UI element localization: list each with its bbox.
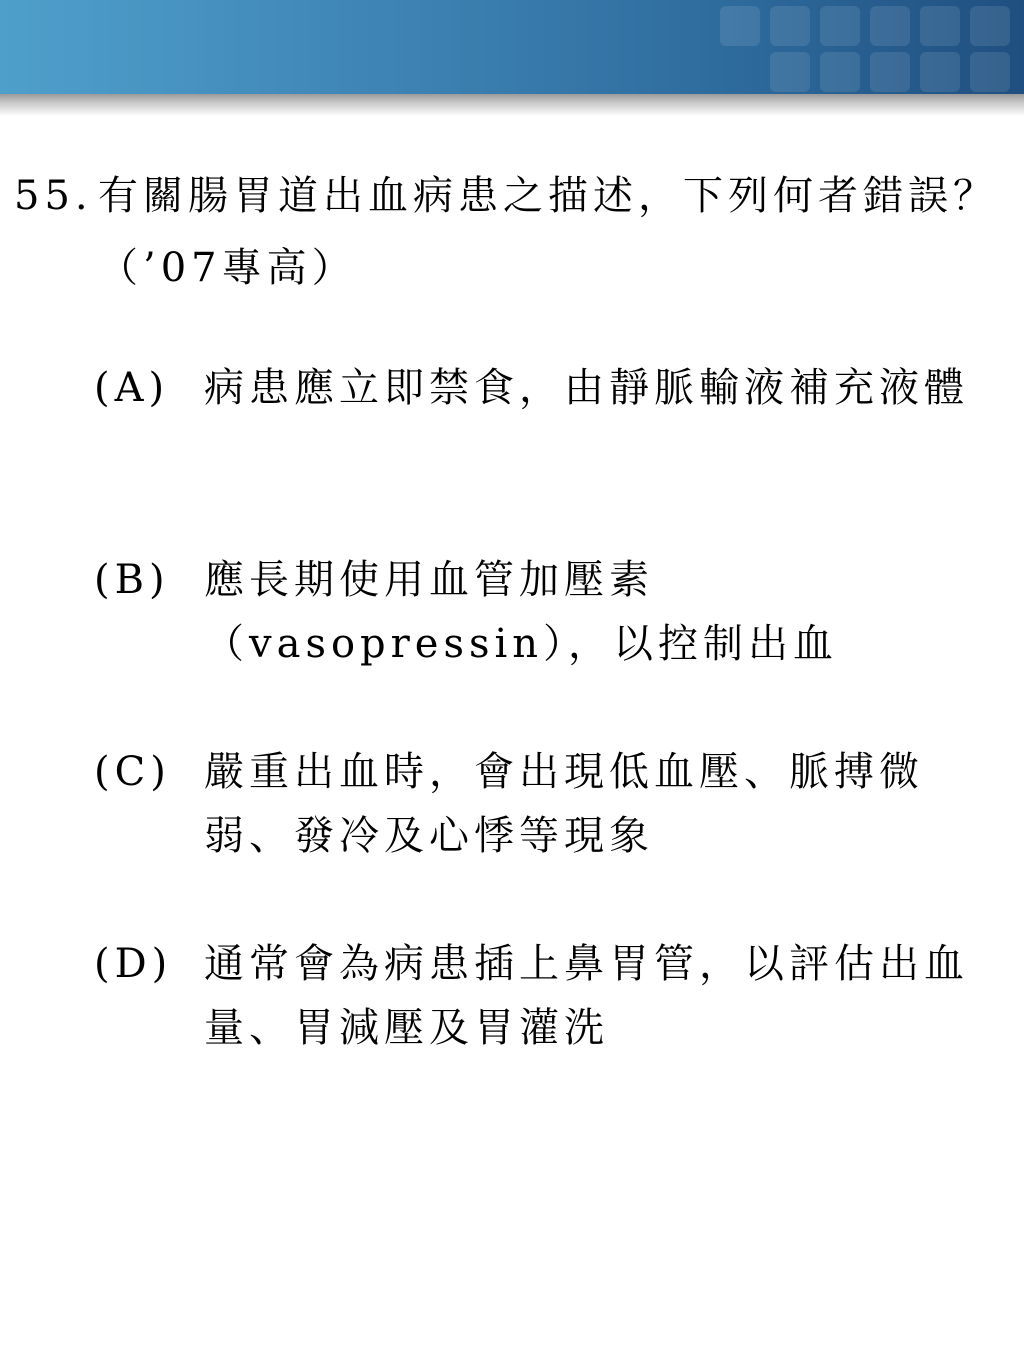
option-label: (C) (94, 749, 171, 795)
option-label: (B) (94, 557, 170, 603)
option-text: 病患應立即禁食，由靜脈輸液補充液體 (204, 365, 969, 411)
option-text: 通常會為病患插上鼻胃管，以評估出血量、胃減壓及胃灌洗 (204, 941, 969, 1051)
banner-tile (820, 6, 860, 46)
question-number: 55. (14, 173, 93, 219)
banner-tile (870, 6, 910, 46)
banner-tile (820, 52, 860, 92)
banner-tile (970, 52, 1010, 92)
option-text: 嚴重出血時，會出現低血壓、脈搏微弱、發冷及心悸等現象 (204, 749, 924, 859)
option-b (94, 548, 1004, 676)
header-banner (0, 0, 1024, 94)
banner-tile (920, 52, 960, 92)
option-label: (A) (94, 365, 170, 411)
banner-tile (770, 6, 810, 46)
banner-tile (720, 6, 760, 46)
question-stem (14, 160, 1004, 304)
banner-tile (920, 6, 960, 46)
option-d (94, 932, 1004, 1060)
option-a (94, 356, 1004, 420)
option-label: (D) (94, 941, 173, 987)
banner-divider (0, 94, 1024, 116)
banner-tile (870, 52, 910, 92)
question-text: 有關腸胃道出血病患之描述，下列何者錯誤？（’07專高） (98, 173, 998, 291)
option-c (94, 740, 1004, 868)
option-text: 應長期使用血管加壓素（vasopressin），以控制出血 (204, 557, 839, 667)
banner-tile (770, 52, 810, 92)
banner-tile (970, 6, 1010, 46)
